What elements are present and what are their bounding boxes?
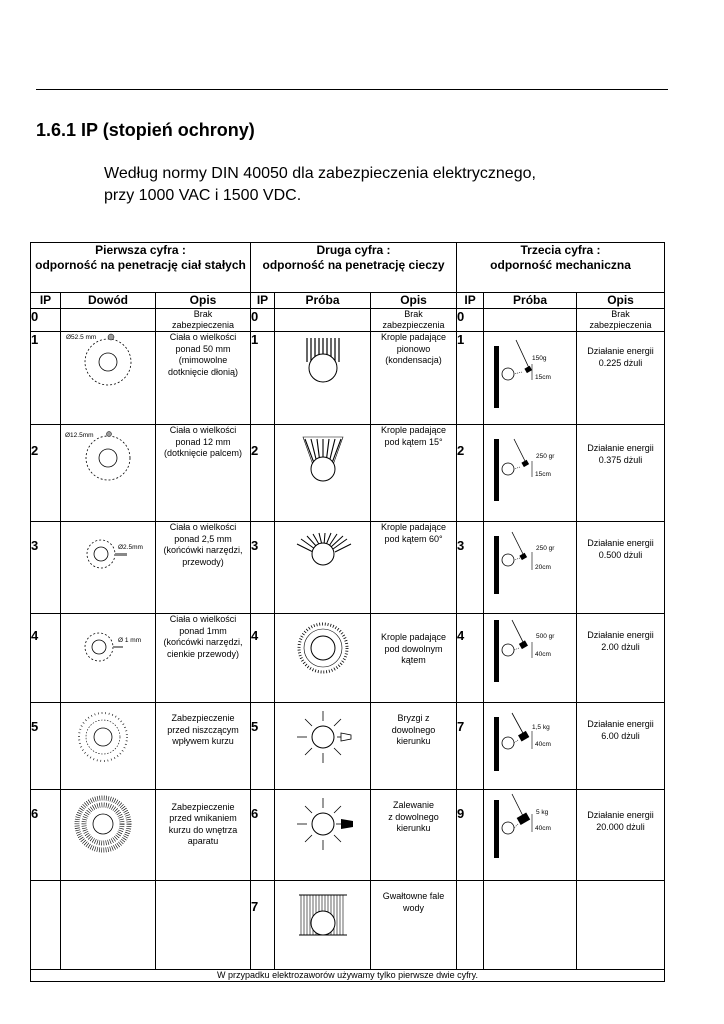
impact-test-illustration [484, 425, 577, 522]
table-row [31, 790, 665, 881]
ip1-value: 6 [31, 790, 61, 881]
ip1-value: 5 [31, 703, 61, 790]
test3-cell-empty [484, 881, 577, 970]
group-header-third-digit: Trzecia cyfra : odporność mechaniczna [457, 243, 665, 293]
desc-2: Brak zabezpieczenia [371, 309, 457, 332]
weight-label: 5 kg [536, 809, 549, 816]
col-header-desc-2: Opis [371, 293, 457, 309]
ip1-empty [31, 881, 61, 970]
test-illustration [275, 790, 371, 881]
ip2-value: 0 [251, 309, 275, 332]
desc-1-empty [156, 881, 251, 970]
proof-illustration [61, 790, 156, 881]
desc-1: Brak zabezpieczenia [156, 309, 251, 332]
water-flooding-icon [275, 790, 371, 860]
proof-illustration [61, 703, 156, 790]
height-label: 40cm [535, 825, 551, 832]
desc-1: Ciała o wielkości ponad 12 mm (dotknięcie palcem) [156, 425, 251, 522]
test-illustration [275, 425, 371, 522]
vertical-drops-icon [275, 332, 371, 410]
height-label: 15cm [535, 471, 551, 478]
ip3-empty [457, 881, 484, 970]
ip1-value: 3 [31, 522, 61, 614]
ip3-value: 0 [457, 309, 484, 332]
col-header-ip-1: IP [31, 293, 61, 309]
impact-test-illustration [484, 332, 577, 425]
height-label: 20cm [535, 564, 551, 571]
hammer-pendulum-icon [484, 425, 577, 503]
desc-3: Działanie energii 2.00 dżuli [577, 614, 665, 703]
probe-size-label: Ø52.5 mm [66, 334, 97, 341]
col-header-test-3: Próba [484, 293, 577, 309]
ip1-value: 0 [31, 309, 61, 332]
ip3-value: 1 [457, 332, 484, 425]
dust-protected-icon [61, 703, 156, 773]
desc-2: Krople padające pod dowolnym kątem [371, 614, 457, 703]
top-rule [36, 89, 668, 90]
ip2-value: 5 [251, 703, 275, 790]
desc-2: Zalewanie z dowolnego kierunku [371, 790, 457, 881]
heavy-seas-icon [275, 881, 371, 951]
desc-1: Ciała o wielkości ponad 2,5 mm (końcówki narzędzi, przewody) [156, 522, 251, 614]
dust-tight-icon [61, 790, 156, 860]
table-row [31, 425, 665, 522]
ip3-value: 2 [457, 425, 484, 522]
ip-protection-table [30, 242, 665, 982]
height-label: 40cm [535, 651, 551, 658]
table-row [31, 703, 665, 790]
footer-note: W przypadku elektrozaworów używamy tylko pierwsze dwie cyfry. [31, 970, 665, 982]
desc-3: Działanie energii 6.00 dżuli [577, 703, 665, 790]
ip2-value: 3 [251, 522, 275, 614]
desc-3: Działanie energii 0.375 dżuli [577, 425, 665, 522]
test-illustration [275, 614, 371, 703]
weight-label: 1,5 kg [532, 724, 550, 731]
col-header-proof: Dowód [61, 293, 156, 309]
desc-2: Gwałtowne fale wody [371, 881, 457, 970]
col-header-ip-3: IP [457, 293, 484, 309]
drops-any-angle-icon [275, 614, 371, 684]
ip1-value: 2 [31, 425, 61, 522]
hammer-pendulum-icon [484, 703, 577, 773]
desc-2: Krople padające pod kątem 15° [371, 425, 457, 522]
drops-15deg-icon [275, 425, 371, 503]
impact-test-illustration [484, 614, 577, 703]
ip3-value: 4 [457, 614, 484, 703]
weight-label: 500 gr [536, 633, 555, 640]
hammer-pendulum-icon [484, 332, 577, 410]
tool-probe-icon [61, 522, 156, 597]
ip2-value: 7 [251, 881, 275, 970]
desc-3: Działanie energii 0.500 dżuli [577, 522, 665, 614]
proof-illustration [61, 522, 156, 614]
proof-cell-empty [61, 309, 156, 332]
ip2-value: 2 [251, 425, 275, 522]
col-header-desc-1: Opis [156, 293, 251, 309]
table-row [31, 614, 665, 703]
water-jets-icon [275, 703, 371, 773]
finger-probe-icon [61, 425, 156, 503]
table-row [31, 309, 665, 332]
test-illustration [275, 703, 371, 790]
desc-2: Krople padające pionowo (kondensacja) [371, 332, 457, 425]
ip3-value: 9 [457, 790, 484, 881]
ip3-value: 7 [457, 703, 484, 790]
col-header-desc-3: Opis [577, 293, 665, 309]
impact-test-illustration [484, 522, 577, 614]
ip2-value: 1 [251, 332, 275, 425]
ip1-value: 1 [31, 332, 61, 425]
sphere-probe-icon [61, 332, 156, 410]
proof-illustration [61, 425, 156, 522]
desc-2: Bryzgi z dowolnego kierunku [371, 703, 457, 790]
desc-3: Działanie energii 20.000 dżuli [577, 790, 665, 881]
ip2-value: 4 [251, 614, 275, 703]
proof-cell-empty [61, 881, 156, 970]
desc-1: Ciała o wielkości ponad 1mm (końcówki narzędzi, cienkie przewody) [156, 614, 251, 703]
height-label: 40cm [535, 741, 551, 748]
col-header-test-2: Próba [275, 293, 371, 309]
hammer-pendulum-icon [484, 614, 577, 684]
group-header-second-digit: Druga cyfra : odporność na penetrację cieczy [251, 243, 457, 293]
impact-test-illustration [484, 703, 577, 790]
test-illustration [275, 881, 371, 970]
weight-label: 150g [532, 355, 547, 362]
height-label: 15cm [535, 374, 551, 381]
probe-size-label: Ø12.5mm [65, 432, 94, 439]
group-header-first-digit: Pierwsza cyfra : odporność na penetrację ciał stałych [31, 243, 251, 293]
intro-line-2: przy 1000 VAC i 1500 VDC. [104, 187, 302, 204]
probe-size-label: Ø2.5mm [118, 544, 143, 551]
proof-illustration [61, 614, 156, 703]
desc-1: Zabezpieczenie przed niszczącym wpływem kurzu [156, 703, 251, 790]
hammer-pendulum-icon [484, 522, 577, 597]
ip1-value: 4 [31, 614, 61, 703]
table-row [31, 522, 665, 614]
col-header-ip-2: IP [251, 293, 275, 309]
test-illustration [275, 522, 371, 614]
wire-probe-icon [61, 614, 156, 684]
desc-3: Brak zabezpieczenia [577, 309, 665, 332]
section-title: 1.6.1 IP (stopień ochrony) [36, 120, 255, 140]
ip3-value: 3 [457, 522, 484, 614]
desc-1: Zabezpieczenie przed wnikaniem kurzu do wnętrza aparatu [156, 790, 251, 881]
weight-label: 250 gr [536, 545, 555, 552]
ip2-value: 6 [251, 790, 275, 881]
drops-60deg-icon [275, 522, 371, 597]
intro-text [104, 163, 536, 207]
desc-2: Krople padające pod kątem 60° [371, 522, 457, 614]
test2-cell-empty [275, 309, 371, 332]
probe-size-label: Ø 1 mm [118, 637, 142, 644]
test3-cell-empty [484, 309, 577, 332]
desc-1: Ciała o wielkości ponad 50 mm (mimowolne dotknięcie dłonią) [156, 332, 251, 425]
weight-label: 250 gr [536, 453, 555, 460]
hammer-pendulum-icon [484, 790, 577, 860]
intro-line-1: Według normy DIN 40050 dla zabezpieczenia elektrycznego, [104, 165, 536, 182]
proof-illustration [61, 332, 156, 425]
desc-3-empty [577, 881, 665, 970]
table-row [31, 332, 665, 425]
desc-3: Działanie energii 0.225 dżuli [577, 332, 665, 425]
table-row [31, 881, 665, 970]
impact-test-illustration [484, 790, 577, 881]
test-illustration [275, 332, 371, 425]
